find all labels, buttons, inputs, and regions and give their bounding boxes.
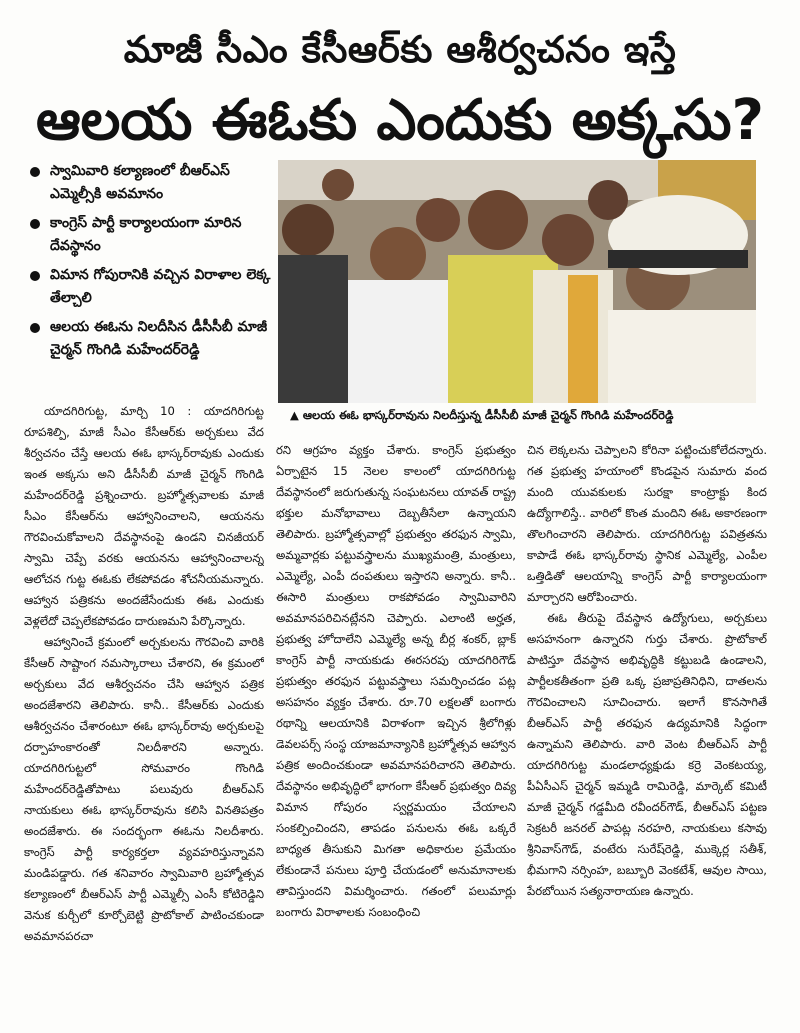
headline-line1: మాజీ సీఎం కేసీఆర్‌కు ఆశీర్వచనం ఇస్తే: [123, 28, 677, 71]
article-column-3: [527, 440, 767, 1031]
article-paragraph: రని ఆగ్రహం వ్యక్తం చేశారు. కాంగ్రెస్‌ ప్రభుత్వం ఏర్పాటైన 15 నెలల కాలంలో యాదగిరిగుట్ట దేవస్థానంలో జరుగుతున్న సంఘటనలు యావత్‌ రాష్ట్ర భక్తుల మనోభావాలు దెబ్బతీసేలా ఉన్నాయని తెలిపారు. బ్రహ్మోత్సవాల్లో ప్రభుత్వం తరఫున స్వామి, అమ్మవార్లకు పట్టువస్త్రాలను ముఖ్యమంత్రి, మంత్రులు, ఎమ్మెల్యే, ఎంపీ దంపతులు ఇస్తారని అన్నారు. కానీ.. ఈసారి మంత్రులు రాకపోవడం స్వామివారిని అవమానపరిచినట్లేనని చెప్పారు. ఎలాంటి అర్హత, ప్రభుత్వ హోదాలేని ఎమ్మెల్యే అన్న బీర్ల శంకర్‌, బ్లాక్‌ కాంగ్రెస్‌ పార్టీ నాయకుడు ఈరసరపు యాదగిరిగౌడ్‌ ప్రభుత్వం తరఫున పట్టువస్త్రాలు సమర్పించడం పట్ల అసహనం వ్యక్తం చేశారు. రూ.70 లక్షలతో బంగారు రథాన్ని ఆలయానికి విరాళంగా ఇచ్చిన శ్రీలోగిళ్లు డెవలపర్స్‌ సంస్థ యాజమాన్యానికి బ్రహ్మోత్సవ ఆహ్వాన పత్రిక అందించకుండా అవమానపరిచారని తెలిపారు. దేవస్థానం అభివృద్ధిలో భాగంగా కేసీఆర్‌ ప్రభుత్వం దివ్య విమాన గోపురం స్వర్ణమయం చేయాలని సంకల్పించిందని, తాపడం పనులను ఈఓ ఒక్కరే బాధ్యత తీసుకుని మిగతా అధికారుల ప్రమేయం లేకుండానే పనులు పూర్తి చేయడంలో అనుమానాలకు తావిస్తుందని విమర్శించారు. గతంలో పలుమార్లు బంగారు విరాళాలకు సంబంధించి: [276, 443, 516, 919]
bullet-text: ఆలయ ఈఓను నిలదీసిన డీసీసీబీ మాజీ చైర్మన్‌ గొంగిడి మహేందర్‌రెడ్డి: [50, 319, 268, 358]
bullet-text: విమాన గోపురానికి వచ్చిన విరాళాల లెక్క తేల్చాలి: [50, 267, 271, 306]
article-column-2: [276, 440, 516, 1031]
bullet-dot-icon: [30, 323, 40, 333]
caption-arrow-icon: ▲: [290, 408, 299, 422]
article-paragraph: యాదగిరిగుట్ట, మార్చి 10 : యాదగిరిగుట్ట రూపశిల్పి, మాజీ సీఎం కేసీఆర్‌కు అర్చకులు వేద శీర్వచనం చేస్తే ఆలయ ఈఓ భాస్కర్‌రావుకు ఎందుకు ఇంత అక్కసు అని డీసీసీబీ మాజీ చైర్మన్‌ గొంగిడి మహేందర్‌రెడ్డి ప్రశ్నించారు. బ్రహ్మోత్సవాలకు మాజీ సీఎం కేసీఆర్‌ను ఆహ్వానించాలని, ఆయనను గౌరవించుకోవాలని దేవస్థానంపై ఉండని చినజీయర్‌ స్వామి చెప్పే వరకు ఆయనను ఆహ్వానించాలన్న ఆలోచన గుట్ట ఈఓకు లేకపోవడం శోచనీయమన్నారు. ఆహ్వాన పత్రికను అందజేసేందుకు ఈఓ ఎందుకు వెళ్లలేదో చెప్పలేకపోవడం దారుణమని పేర్కొన్నారు.: [24, 404, 264, 628]
news-photo: [278, 160, 756, 403]
article-paragraph: ఆహ్వానించే క్రమంలో అర్చకులను గౌరవించి వారికి కేసీఆర్‌ సాష్టాంగ నమస్కారాలు చేశారని, ఈ క్రమంలో అర్చకులు వేద ఆశీర్వచనం చేసి ఆహ్వాన పత్రిక అందజేశారని తెలిపారు. కానీ.. కేసీఆర్‌కు ఎందుకు ఆశీర్వచనం చేశారంటూ ఈఓ భాస్కర్‌రావు అర్చకులపై దర్పాహంకారంతో నిలదీశారని అన్నారు. యాదగిరిగుట్టలో సోమవారం గొంగిడి మహేందర్‌రెడ్డితోపాటు పలువురు బీఆర్‌ఎస్‌ నాయకులు ఈఓ భాస్కర్‌రావును కలిసి వినతిపత్రం అందజేశారు. ఈ సందర్భంగా ఈఓను నిలదీశారు. కాంగ్రెస్‌ పార్టీ కార్యకర్తలా వ్యవహరిస్తున్నావని మండిపడ్డారు. గత శనివారం స్వామివారి బ్రహ్మోత్సవ కల్యాణంలో బీఆర్‌ఎస్‌ పార్టీ ఎమ్మెల్సీ ఎంసీ కోటిరెడ్డిని వెనుక కుర్చీలో కూర్చోబెట్టి ప్రొటోకాల్‌ పాటించకుండా అవమానపరచా: [24, 635, 264, 943]
bullet-dot-icon: [30, 167, 40, 177]
bullet-dot-icon: [30, 219, 40, 229]
headline-line2: ఆలయ ఈఓకు ఎందుకు అక్కసు?: [35, 88, 765, 153]
bullet-text: కాంగ్రెస్‌ పార్టీ కార్యాలయంగా మారిన దేవస్థానం: [50, 215, 242, 254]
article-column-1: [24, 401, 264, 1031]
photo-caption: [290, 408, 750, 425]
caption-text: ఆలయ ఈఓ భాస్కర్‌రావును నిలదీస్తున్న డీసీసీబీ మాజీ చైర్మన్‌ గొంగిడి మహేందర్‌రెడ్డి: [302, 408, 674, 422]
bullet-item: [28, 160, 273, 206]
bullet-item: [28, 264, 273, 310]
bullet-text: స్వామివారి కల్యాణంలో బీఆర్‌ఎస్‌ ఎమ్మెల్సీకి అవమానం: [50, 163, 230, 202]
bullet-item: [28, 316, 273, 362]
bullet-dot-icon: [30, 271, 40, 281]
article-paragraph: చిన లెక్కలను చెప్పాలని కోరినా పట్టించుకోలేదన్నారు. గత ప్రభుత్వ హయాంలో కొండపైన సుమారు వంద మంది యువకులకు సురక్షా కాంట్రాక్టు కింద ఉద్యోగాలిస్తే.. వారిలో కొంత మందిని ఈఓ అకారణంగా తొలగించారని తెలిపారు. యాదగిరిగుట్ట పవిత్రతను కాపాడే ఈఓ భాస్కర్‌రావు స్థానిక ఎమ్మెల్యే, ఎంపీల ఒత్తిడితో ఆలయాన్ని కాంగ్రెస్‌ పార్టీ కార్యాలయంగా మార్చారని ఆరోపించారు.: [527, 443, 767, 604]
bullet-list: [28, 160, 273, 368]
article-paragraph: ఈఓ తీరుపై దేవస్థాన ఉద్యోగులు, అర్చకులు అసహనంగా ఉన్నారని గుర్తు చేశారు. ప్రొటోకాల్‌ పాటిస్తూ దేవస్థాన అభివృద్ధికి కట్టుబడి ఉండాలని, పార్టీలకతీతంగా ప్రతి ఒక్క ప్రజాప్రతినిధిని, దాతలను గౌరవించాలని సూచించారు. ఇలాగే కొనసాగితే బీఆర్‌ఎస్‌ పార్టీ తరఫున ఉద్యమానికి సిద్ధంగా ఉన్నామని తెలిపారు. వారి వెంట బీఆర్‌ఎస్‌ పార్టీ యాదగిరిగుట్ట మండలాధ్యక్షుడు కర్రె వెంకటయ్య, పీఏసీఎస్‌ చైర్మన్‌ ఇమ్మడి రామిరెడ్డి, మార్కెట్‌ కమిటీ మాజీ చైర్మన్‌ గడ్డమీది రవీందర్‌గౌడ్‌, బీఆర్‌ఎస్‌ పట్టణ సెక్రటరీ జనరల్‌ పాపట్ల నరహరి, నాయకులు కసావు శ్రీనివాస్‌గౌడ్‌, వంటేరు సురేష్‌రెడ్డి, ముక్కెర్ల సతీశ్‌, భీమగాని నర్సింహ, బబ్బూరి వెంకటేశ్‌, ఆవుల సాయి, పేరబోయిన సత్యనారాయణ ఉన్నారు.: [527, 611, 767, 898]
bullet-item: [28, 212, 273, 258]
